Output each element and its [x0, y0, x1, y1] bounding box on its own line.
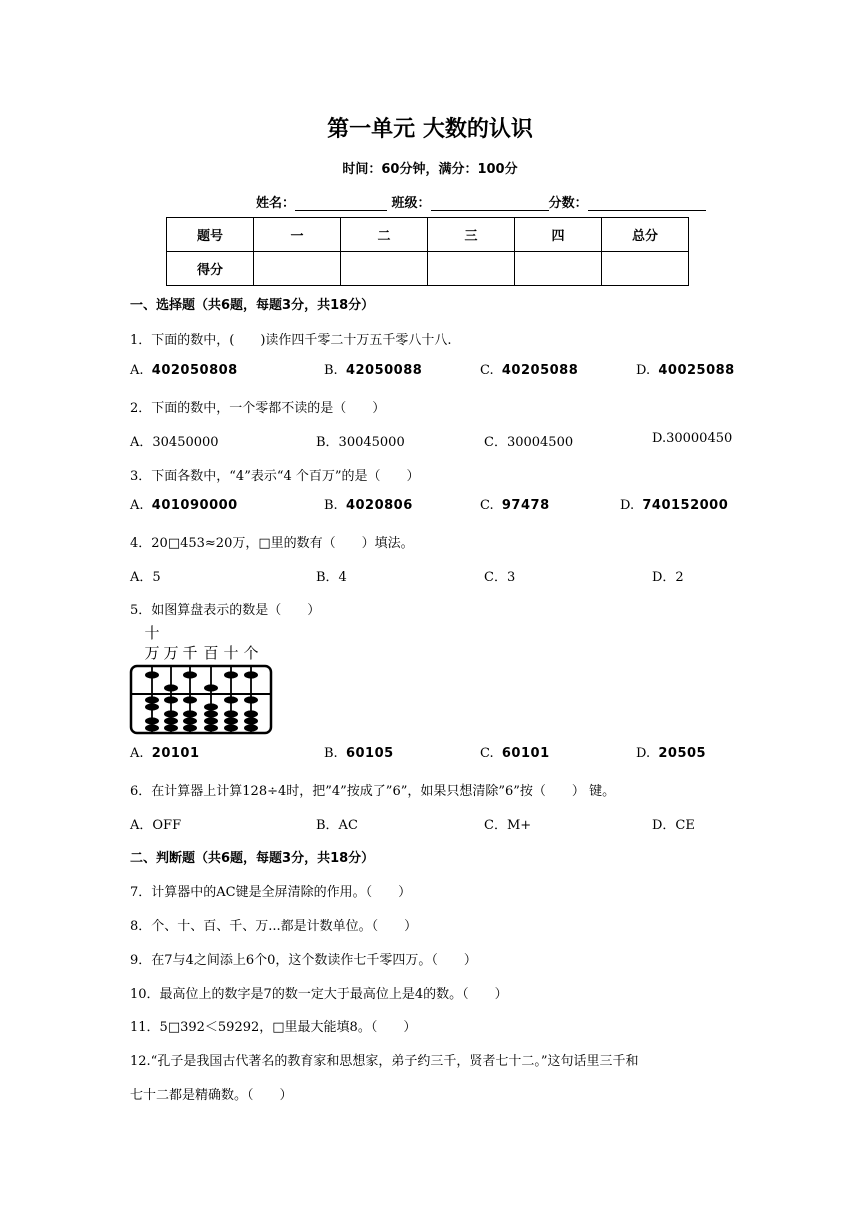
option-d[interactable]: D. 20505	[636, 746, 707, 761]
option-c[interactable]: C. 97478	[480, 498, 550, 513]
option-c[interactable]: C. 60101	[480, 746, 550, 761]
abacus-bead	[204, 717, 218, 724]
question-12-line-1: 12.“孔子是我国古代著名的教育家和思想家，弟子约三千，贤者七十二。”这句话里三千和	[130, 1054, 639, 1069]
option-d[interactable]: D．2	[652, 570, 684, 585]
abacus-bead	[145, 717, 159, 724]
question-3: 3．下面各数中，“4”表示“4 个百万”的是（ ）	[130, 469, 420, 484]
option-d[interactable]: D. 740152000	[620, 498, 729, 513]
score-table	[166, 217, 689, 286]
abacus-bead	[224, 724, 238, 731]
row-label-cell: 得分	[167, 252, 254, 286]
abacus-place-label: 十	[223, 644, 239, 662]
question-10: 10．最高位上的数字是7的数一定大于最高位上是4的数。（ ）	[130, 987, 508, 1002]
score-label: 分数：	[548, 196, 588, 211]
question-7: 7．计算器中的AC键是全屏清除的作用。（ ）	[130, 885, 412, 900]
option-c[interactable]: C．M+	[484, 818, 532, 833]
abacus-bead	[164, 696, 178, 703]
score-table-score-row	[167, 252, 689, 286]
option-b[interactable]: B．30045000	[316, 435, 405, 450]
header-cell: 四	[515, 218, 602, 252]
header-cell: 二	[341, 218, 428, 252]
option-c[interactable]: C．30004500	[484, 435, 574, 450]
name-label: 姓名：	[256, 196, 296, 211]
abacus-bead	[204, 684, 218, 691]
question-4-options	[130, 566, 740, 586]
question-6-options	[130, 814, 740, 834]
abacus-bead	[204, 703, 218, 710]
question-11: 11．5□392＜59292，□里最大能填8。（ ）	[130, 1020, 417, 1035]
abacus-bead	[164, 717, 178, 724]
abacus-place-label: 千	[182, 644, 198, 662]
question-3-options	[130, 498, 740, 518]
score-cell[interactable]	[254, 252, 341, 286]
option-c[interactable]: C. 40205088	[480, 363, 579, 378]
question-4: 4．20□453≈20万，□里的数有（ ）填法。	[130, 536, 414, 551]
section-heading-judgment: 二、判断题（共6题，每题3分，共18分）	[130, 851, 375, 866]
option-b[interactable]: B．AC	[316, 818, 358, 833]
abacus-bead	[204, 724, 218, 731]
question-12-line-2: 七十二都是精确数。（ ）	[130, 1088, 293, 1103]
abacus-bead	[244, 671, 258, 678]
abacus-bead	[183, 671, 197, 678]
question-5-options	[130, 746, 740, 766]
option-c[interactable]: C．3	[484, 570, 516, 585]
abacus-labels	[144, 644, 258, 662]
question-1: 1．下面的数中，( )读作四千零二十万五千零八十八.	[130, 333, 452, 348]
abacus-place-label: 个	[243, 644, 259, 662]
question-2-options	[130, 431, 740, 451]
option-a[interactable]: A. 401090000	[130, 498, 238, 513]
score-table-header-row	[167, 218, 689, 252]
abacus-bead	[224, 717, 238, 724]
abacus-bead	[164, 710, 178, 717]
option-d[interactable]: D．CE	[652, 818, 695, 833]
option-a[interactable]: A. 20101	[130, 746, 200, 761]
section-heading-choice: 一、选择题（共6题，每题3分，共18分）	[130, 298, 375, 313]
abacus-bead	[164, 684, 178, 691]
abacus-bead	[244, 717, 258, 724]
abacus-bead	[183, 717, 197, 724]
header-cell: 题号	[167, 218, 254, 252]
abacus-bead	[145, 703, 159, 710]
question-2: 2．下面的数中，一个零都不读的是（ ）	[130, 401, 386, 416]
abacus-bead	[244, 696, 258, 703]
abacus-place-label: 万	[144, 644, 160, 662]
option-b[interactable]: B．4	[316, 570, 347, 585]
abacus-bead	[224, 710, 238, 717]
abacus-bead	[145, 671, 159, 678]
score-cell[interactable]	[428, 252, 515, 286]
score-blank[interactable]	[588, 196, 706, 211]
option-a[interactable]: A. 402050808	[130, 363, 238, 378]
abacus-place-label: 百	[203, 644, 219, 662]
option-b[interactable]: B. 4020806	[324, 498, 413, 513]
option-a[interactable]: A．OFF	[130, 818, 182, 833]
abacus-bead	[224, 696, 238, 703]
abacus-place-label: 万	[163, 644, 179, 662]
abacus-bead	[145, 696, 159, 703]
abacus-bead	[183, 724, 197, 731]
abacus-top-label: 十	[144, 624, 160, 642]
option-b[interactable]: B. 42050088	[324, 363, 423, 378]
question-5: 5．如图算盘表示的数是（ ）	[130, 603, 321, 618]
time-score-line: 时间：60分钟，满分：100分	[342, 162, 518, 177]
header-cell: 总分	[602, 218, 689, 252]
abacus-bead	[244, 724, 258, 731]
class-blank[interactable]	[431, 196, 549, 211]
page-title: 第一单元 大数的认识	[327, 117, 533, 142]
abacus-bead	[204, 710, 218, 717]
question-6: 6．在计算器上计算128÷4时，把”4”按成了”6”，如果只想清除”6”按（ ） 键。	[130, 784, 616, 799]
score-cell[interactable]	[341, 252, 428, 286]
abacus-bead	[183, 710, 197, 717]
name-blank[interactable]	[295, 196, 387, 211]
question-9: 9．在7与4之间添上6个0，这个数读作七千零四万。（ ）	[130, 953, 477, 968]
option-a[interactable]: A．30450000	[130, 435, 219, 450]
option-d[interactable]: D. 40025088	[636, 363, 735, 378]
abacus-rods	[145, 667, 258, 732]
abacus-bead	[183, 696, 197, 703]
header-cell: 一	[254, 218, 341, 252]
abacus-bead	[244, 710, 258, 717]
class-label: 班级：	[391, 196, 431, 211]
student-info-line	[256, 192, 706, 211]
abacus-bead	[224, 671, 238, 678]
question-8: 8．个、十、百、千、万...都是计数单位。（ ）	[130, 919, 418, 934]
abacus-bead	[145, 724, 159, 731]
header-cell: 三	[428, 218, 515, 252]
score-cell[interactable]	[602, 252, 689, 286]
option-d[interactable]: D.30000450	[652, 431, 733, 446]
question-1-options	[130, 363, 740, 383]
abacus-bead	[164, 724, 178, 731]
score-cell[interactable]	[515, 252, 602, 286]
abacus-figure	[128, 624, 278, 736]
option-a[interactable]: A．5	[130, 570, 161, 585]
option-b[interactable]: B. 60105	[324, 746, 394, 761]
